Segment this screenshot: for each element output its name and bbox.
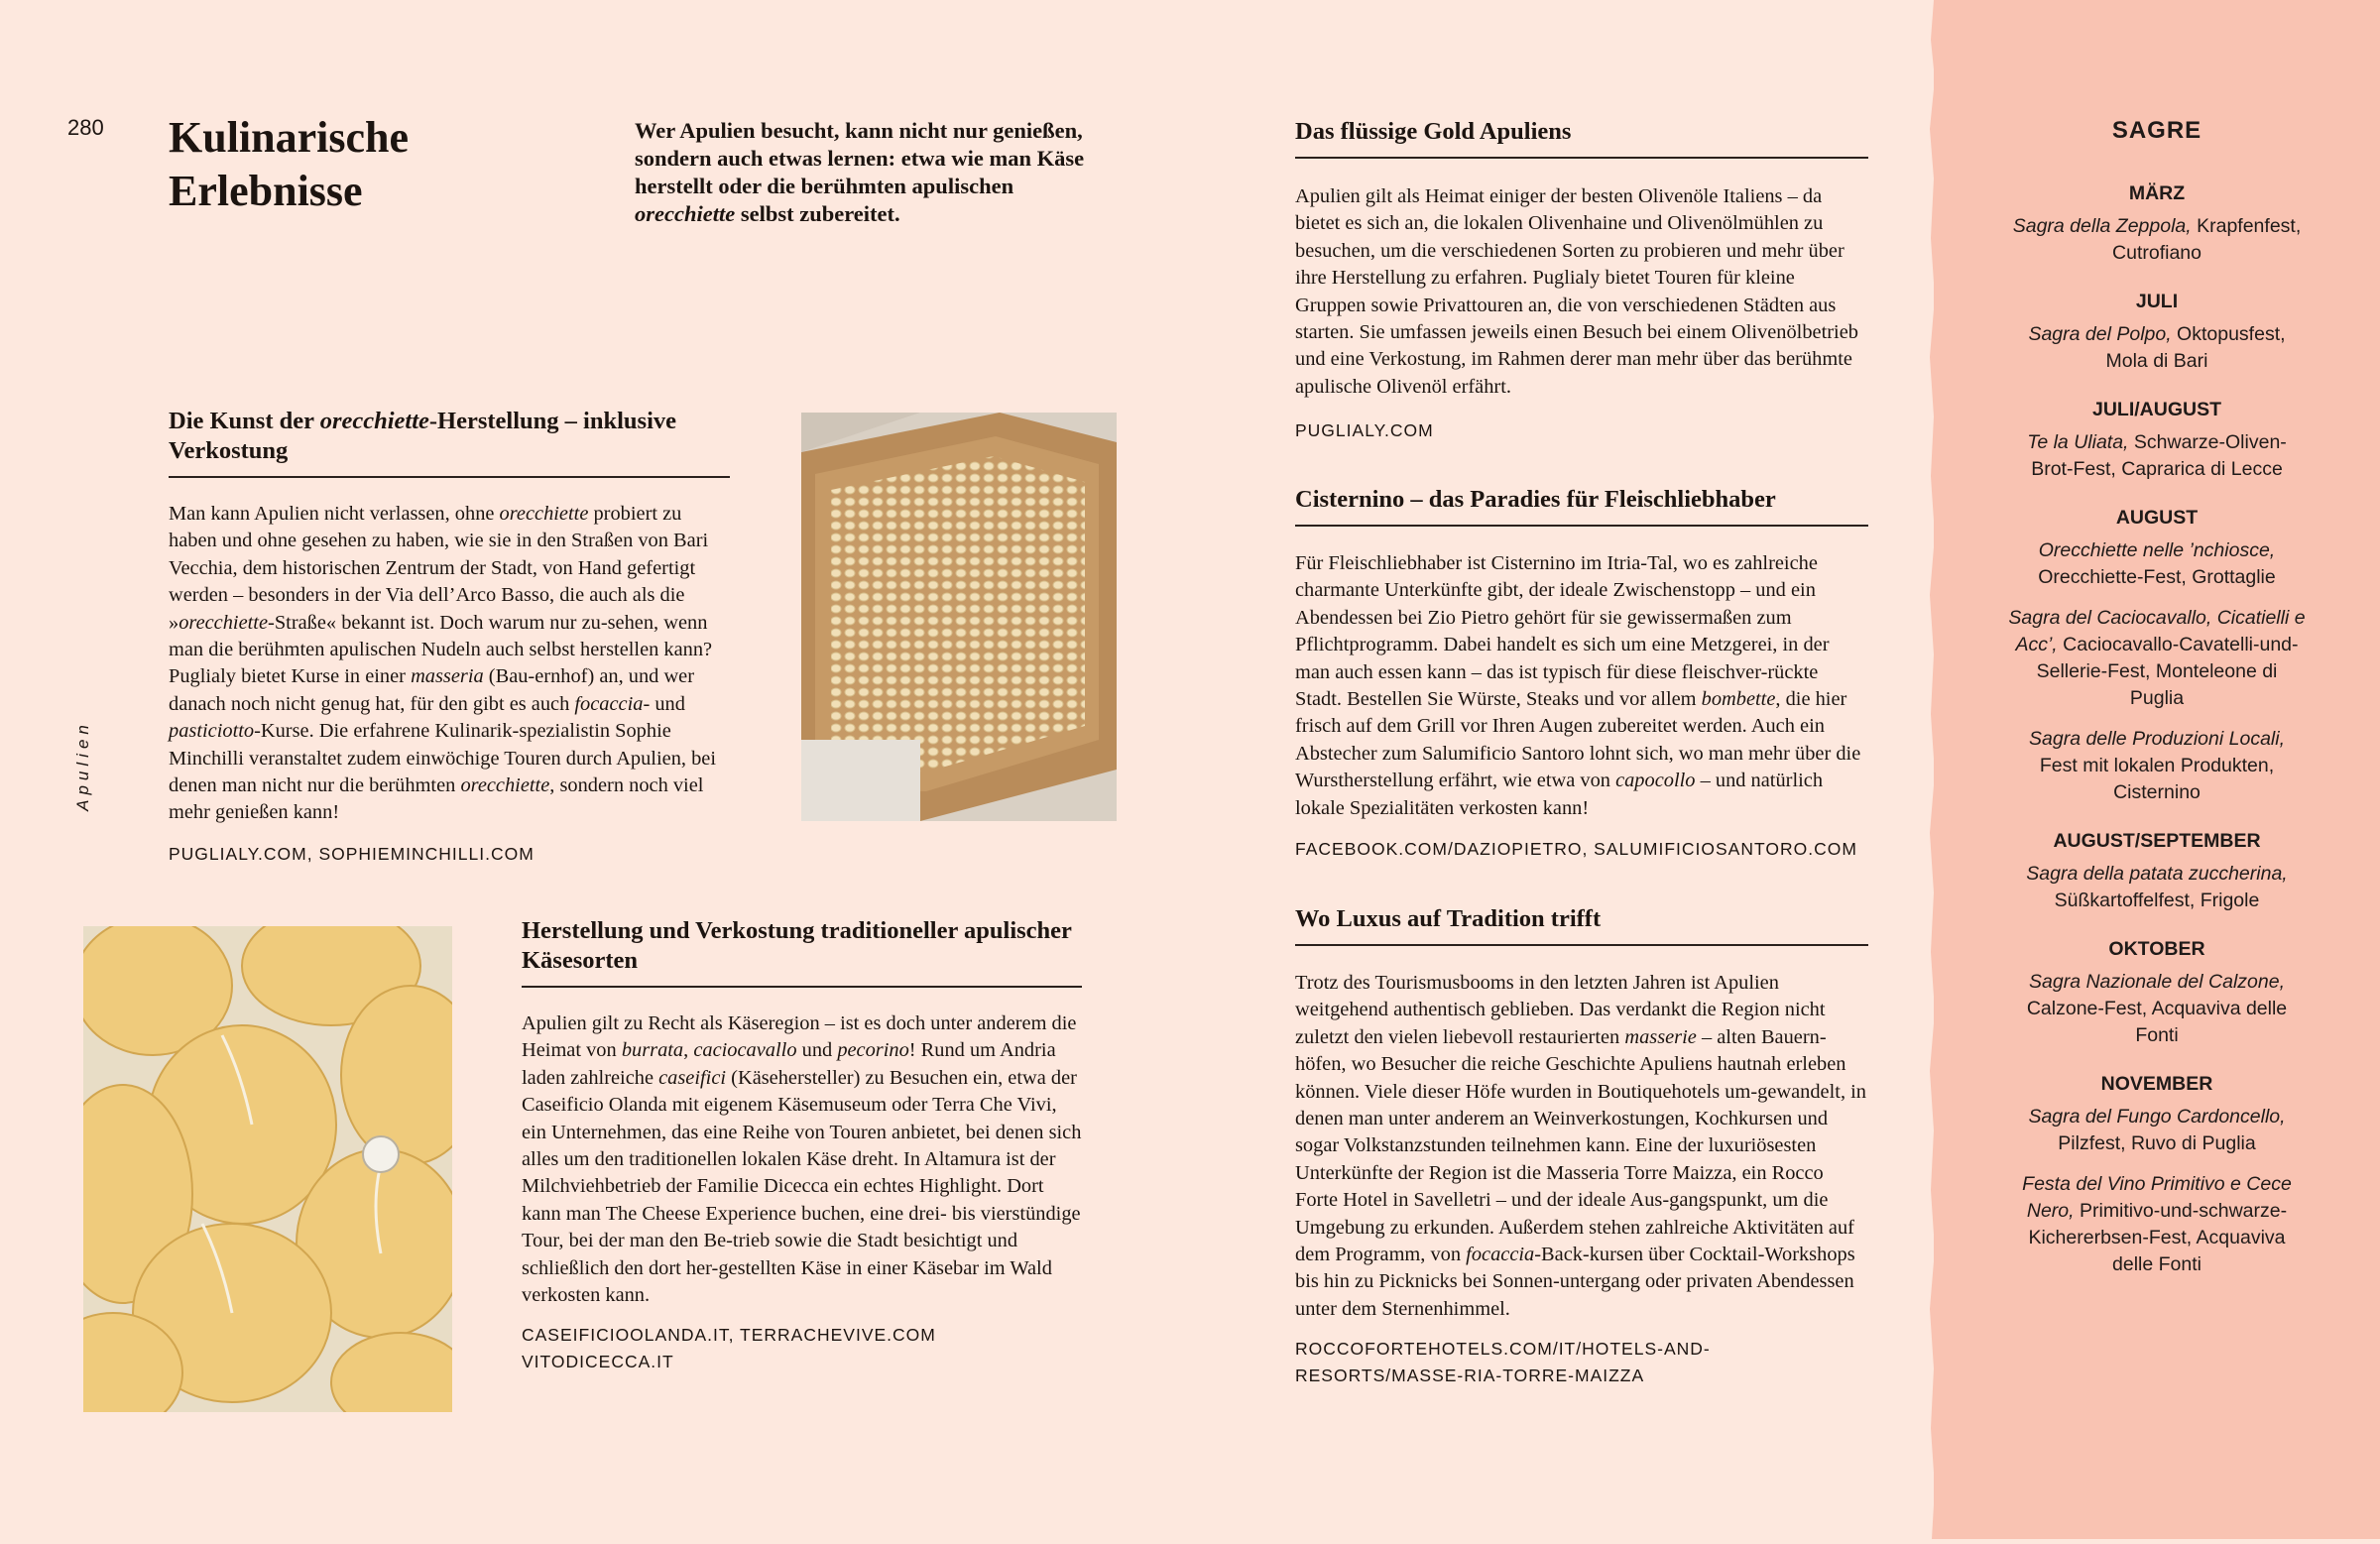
- section-link-cheese[interactable]: CASEIFICIOOLANDA.IT, TERRACHEVIVE.COM VITODICECCA.IT: [522, 1325, 936, 1371]
- section-title-olive-oil: Das flüssige Gold Apuliens: [1295, 117, 1868, 159]
- sidebar-torn-edge: [1928, 0, 1938, 1539]
- sagre-month: NOVEMBER: [2100, 1073, 2213, 1095]
- sagre-event: Sagra del Polpo, Oktopusfest, Mola di Bari: [2028, 323, 2286, 372]
- section-link-cisternino[interactable]: FACEBOOK.COM/DAZIOPIETRO, SALUMIFICIOSANTORO.COM: [1295, 839, 1857, 859]
- pasta-illustration: [801, 413, 1117, 821]
- section-body-olive-oil: Apulien gilt als Heimat einiger der besten Olivenöle Italiens – da bietet es sich an, die lokalen Olivenhaine und Olivenölmühlen zu besuchen, um die verschiedenen Sorten zu probieren und mehr über ihre Herstellung zu erfahren. Puglialy bietet Touren für kleine Gruppen sowie Privattouren an, die von verschiedenen Städten aus starten. Sie umfassen jeweils einen Besuch bei einem Olivenölbetrieb und eine Verkostung, im Rahmen derer man mehr über das berühmte apulische Olivenöl erfährt.: [1295, 185, 1858, 398]
- sagre-month: OKTOBER: [2108, 938, 2205, 960]
- chapter-side-label: Apulien: [73, 720, 92, 811]
- sagre-event: Sagra del Caciocavallo, Cicatielli e Acc’, Caciocavallo-Cavatelli-und-Sellerie-Fest, Monteleone di Puglia: [2008, 607, 2306, 709]
- section-title-orecchiette: Die Kunst der orecchiette-Herstellung – inklusive Verkostung: [169, 407, 730, 478]
- torn-edge-shape: [1928, 0, 1938, 1539]
- cheese-illustration: [83, 926, 452, 1412]
- sagre-event: Sagra della patata zuccherina, Süßkartoffelfest, Frigole: [2026, 863, 2288, 911]
- sagre-event: Festa del Vino Primitivo e Cece Nero, Primitivo-und-schwarze-Kichererbsen-Fest, Acquaviva delle Fonti: [2022, 1173, 2292, 1275]
- sagre-month: MÄRZ: [2128, 182, 2186, 204]
- sagre-month: JULI/AUGUST: [2091, 399, 2221, 420]
- orecchiette-tray-photo: [801, 413, 1117, 821]
- sagre-event: Sagra Nazionale del Calzone, Calzone-Fest, Acquaviva delle Fonti: [2026, 971, 2288, 1046]
- caciocavallo-cheese-photo: [83, 926, 452, 1412]
- section-body-cisternino: Für Fleischliebhaber ist Cisternino im Itria-Tal, wo es zahlreiche charmante Unterkünfte gibt, der ideale Zwischenstopp – und ein Abendessen bei Zio Pietro gehört für sie gewissermaßen zum Pflichtprogramm. Dabei handelt es sich um eine Metzgerei, in der man auch essen kann – das ist typisch für diese fleischver-rückte Stadt. Bestellen Sie Würste, Steaks und vor allem bombette, die hier frisch auf dem Grill vor Ihren Augen zubereitet werden. Auch ein Abstecher zum Salumificio Santoro lohnt sich, wo man mehr über die Wurstherstellung erfährt, wie etwa von capocollo – und natürlich lokale Spezialitäten verkosten kann!: [1295, 552, 1861, 819]
- section-body-cheese: Apulien gilt zu Recht als Käseregion – ist es doch unter anderem die Heimat von burrata, caciocavallo und pecorino! Rund um Andria laden zahlreiche caseifici (Käsehersteller) zu Besuchen ein, etwa der Caseificio Olanda mit eigenem Käsemuseum oder Terra Che Vivi, ein Unternehmen, das eine Reihe von Touren anbietet, bei denen sich alles um den traditionellen lokalen Käse dreht. In Altamura ist der Milchviehbetrieb der Familie Dicecca ein echtes Highlight. Dort kann man The Cheese Experience buchen, eine drei- bis vierstündige Tour, bei der man den Be-trieb sowie die Stadt besichtigt und schließlich den dort her-gestellten Käse in einer Käsebar im Wald verkosten kann.: [522, 1012, 1082, 1307]
- section-title-cheese: Herstellung und Verkostung traditioneller apulischer Käsesorten: [522, 916, 1082, 988]
- sagre-month: AUGUST: [2115, 507, 2199, 529]
- sagre-event: Orecchiette nelle ’nchiosce, Orecchiette-Fest, Grottaglie: [2038, 539, 2276, 588]
- section-title-luxury: Wo Luxus auf Tradition trifft: [1295, 904, 1868, 946]
- section-body-luxury: Trotz des Tourismusbooms in den letzten Jahren ist Apulien weitgehend authentisch geblieben. Das verdankt die Region nicht zuletzt den vielen liebevoll restaurierten masserie – alten Bauern-höfen, wo Besucher die reiche Geschichte Apuliens hautnah erleben können. Viele dieser Höfe wurden in Boutiquehotels um-gewandelt, in denen man unter anderem an Weinverkostungen, Kochkursen und sogar Volkstanzstunden teilnehmen kann. Eine der luxuriösesten Unterkünfte der Region ist die Masseria Torre Maizza, ein Rocco Forte Hotel in Savelletri – und der ideale Aus-gangspunkt, um die Umgebung zu erkunden. Außerdem stehen zahlreiche Aktivitäten auf dem Programm, von focaccia-Back-kursen über Cocktail-Workshops bis hin zu Picknicks bei Sonnen-untergang oder privaten Abendessen unter dem Sternenhimmel.: [1295, 972, 1866, 1320]
- page-title: Kulinarische Erlebnisse: [169, 113, 410, 215]
- sagre-event: Te la Uliata, Schwarze-Oliven-Brot-Fest, Caprarica di Lecce: [2027, 431, 2287, 480]
- section-link-olive-oil[interactable]: PUGLIALY.COM: [1295, 420, 1434, 440]
- sagre-month: JULI: [2135, 291, 2179, 312]
- sagre-sidebar: [1934, 0, 2380, 1539]
- intro-text: Wer Apulien besucht, kann nicht nur genießen, sondern auch etwas lernen: etwa wie man Käse herstellt oder die berühmten apulischen orecchiette selbst zubereitet.: [635, 118, 1085, 226]
- sagre-month: AUGUST/SEPTEMBER: [2053, 830, 2261, 852]
- page-number: 280: [67, 115, 104, 140]
- section-link-orecchiette[interactable]: PUGLIALY.COM, SOPHIEMINCHILLI.COM: [169, 844, 535, 864]
- section-link-luxury[interactable]: ROCCOFORTEHOTELS.COM/IT/HOTELS-AND-RESORTS/MASSE-RIA-TORRE-MAIZZA: [1295, 1339, 1711, 1385]
- sagre-event: Sagra delle Produzioni Locali, Fest mit lokalen Produkten, Cisternino: [2029, 728, 2285, 803]
- section-body-orecchiette: Man kann Apulien nicht verlassen, ohne orecchiette probiert zu haben und ohne gesehen zu haben, wie sie in den Straßen von Bari Vecchia, dem historischen Zentrum der Stadt, von Hand gefertigt werden – besonders in der Via dell’Arco Basso, die auch als die »orecchiette-Straße« bekannt ist. Doch warum nur zu-sehen, wenn man die berühmten apulischen Nudeln auch selbst herstellen kann? Puglialy bietet Kurse in einer masseria (Bau-ernhof) an, und wer danach noch nicht genug hat, für den gibt es auch focaccia- und pasticiotto-Kurse. Die erfahrene Kulinarik-spezialistin Sophie Minchilli veranstaltet zudem einwöchige Touren durch Apulien, bei denen man nicht nur die berühmten orecchiette, sondern noch viel mehr genießen kann!: [169, 503, 716, 824]
- sagre-title: SAGRE: [2111, 117, 2202, 144]
- sagre-event: Sagra del Fungo Cardoncello, Pilzfest, Ruvo di Puglia: [2028, 1106, 2286, 1154]
- section-title-cisternino: Cisternino – das Paradies für Fleischliebhaber: [1295, 485, 1868, 527]
- sagre-event: Sagra della Zeppola, Krapfenfest, Cutrofiano: [2012, 215, 2302, 264]
- sagre-list: [1934, 117, 2380, 1292]
